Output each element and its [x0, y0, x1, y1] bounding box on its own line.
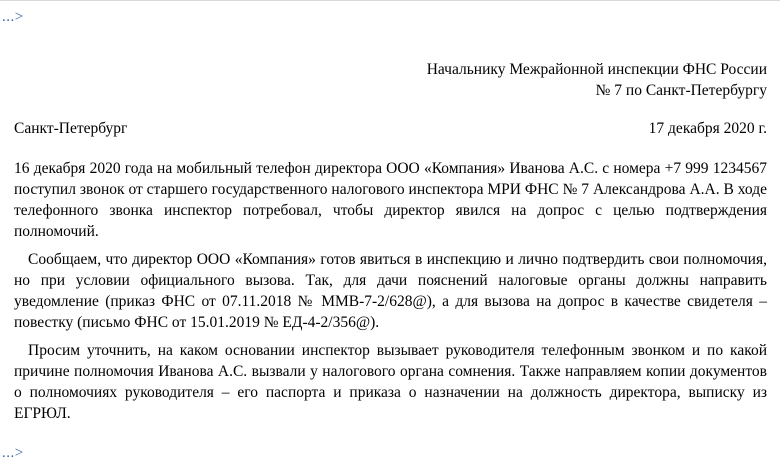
body-paragraph-1: 16 декабря 2020 года на мобильный телефон директора ООО «Компания» Иванова А.С. с номера +7 999 1234567 поступил звонок от старшего государственного налогового инспектора МРИ ФНС № 7 Александрова А.А. В ходе телефонного звонка инспектор потребовал, чтобы директор явился на допрос с целью подтверждения полномочий. [14, 160, 767, 240]
recipient-line-2: № 7 по Санкт-Петербургу [595, 82, 767, 99]
recipient-block [0, 59, 780, 101]
body-paragraph-3: Просим уточнить, на каком основании инспектор вызывает руководителя телефонным звонком и по какой причине полномочия Иванова А.С. вызвали у налогового органа сомнения. Также направляем копии документов о полномочиях руководителя – его паспорта и приказа о назначении на должность директора, выписку из ЕГРЮЛ. [14, 342, 767, 422]
letter-body [0, 158, 780, 424]
city-date-row [0, 118, 780, 139]
truncation-marker-bottom[interactable]: ...> [2, 445, 24, 461]
city-label: Санкт-Петербург [14, 120, 128, 137]
body-paragraph-2: Сообщаем, что директор ООО «Компания» готов явиться в инспекцию и лично подтвердить свои полномочия, но при условии официального вызова. Так, для дачи пояснений налоговые органы должны направить уведомление (приказ ФНС от 07.11.2018 № ММВ-7-2/628@), а для вызова на допрос в качестве свидетеля – повестку (письмо ФНС от 15.01.2019 № ЕД-4-2/356@). [14, 251, 767, 331]
date-label: 17 декабря 2020 г. [648, 120, 767, 137]
truncation-marker-top[interactable]: ...> [2, 9, 24, 25]
recipient-line-1: Начальнику Межрайонной инспекции ФНС России [426, 61, 767, 78]
